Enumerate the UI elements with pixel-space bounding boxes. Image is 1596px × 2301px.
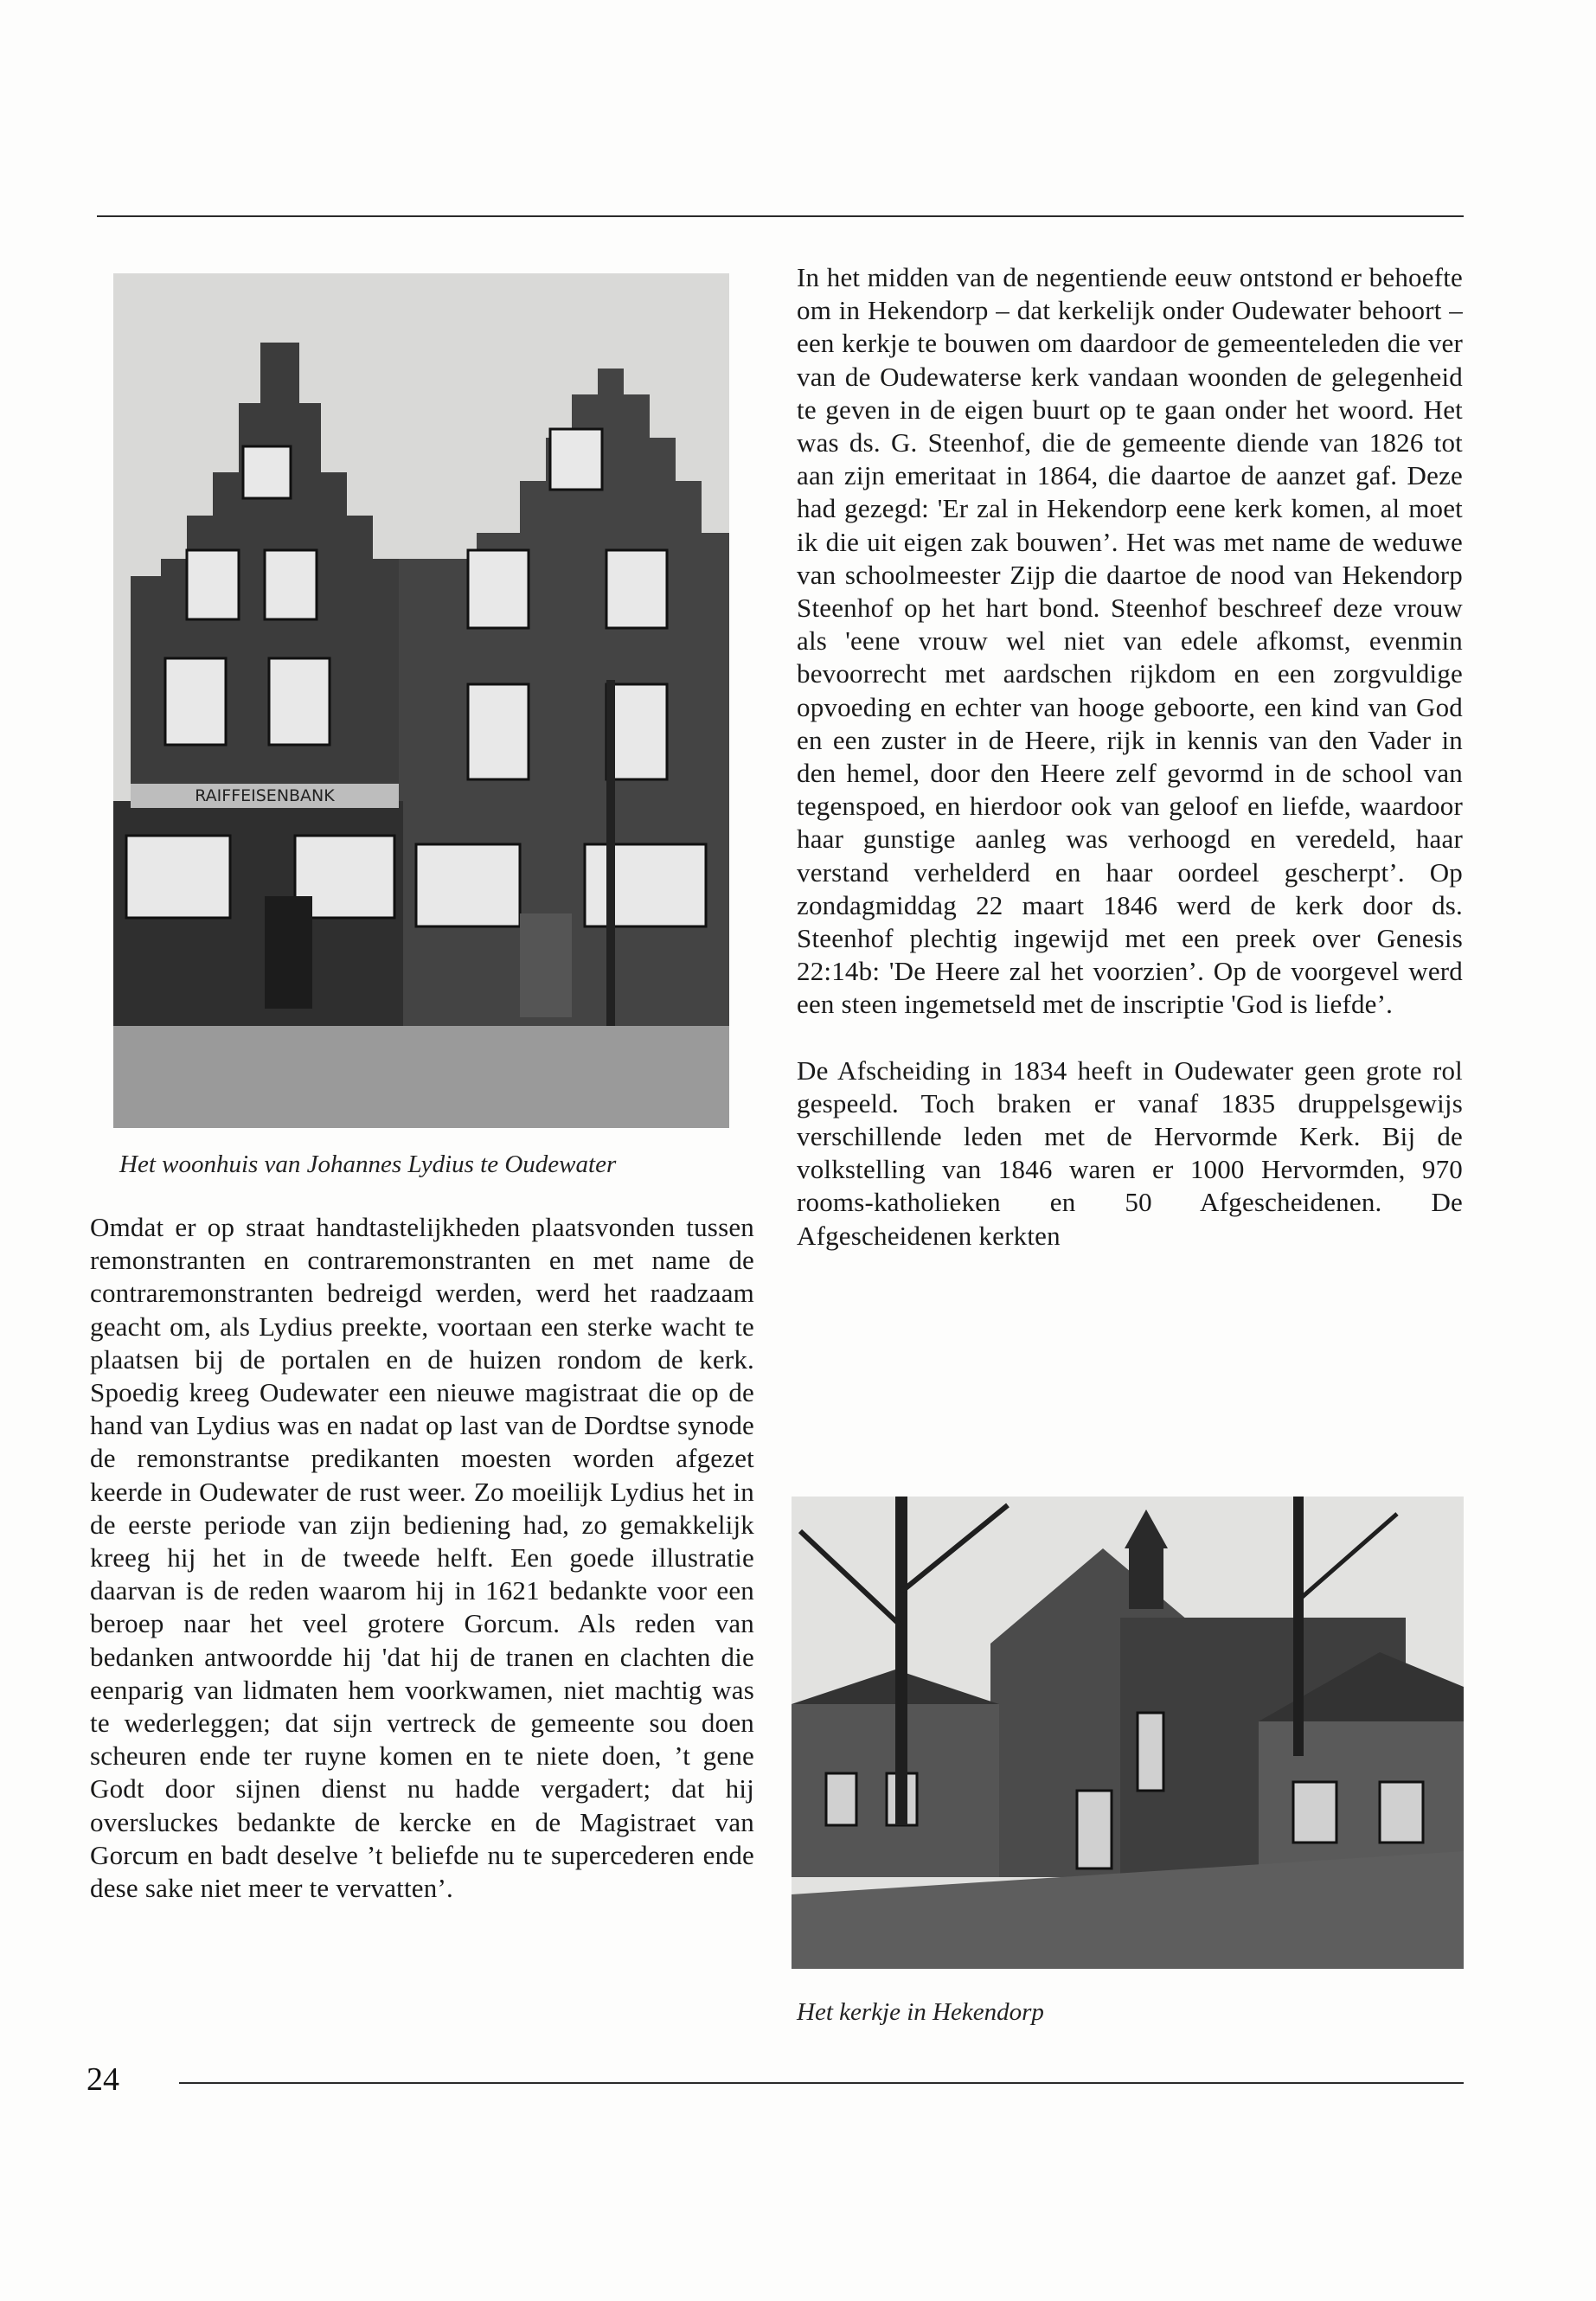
top-rule [97,215,1464,217]
caption-lydius-house: Het woonhuis van Johannes Lydius te Oudewater [119,1150,617,1178]
sign-text: RAIFFEISENBANK [195,786,335,805]
photo-lydius-house [113,273,729,1128]
right-paragraph-1: In het midden van de negentiende eeuw ontstond er behoefte om in Hekendorp – dat kerkelijk onder Oudewater behoort – een kerkje te bouwen om daardoor de gemeenteleden die ver van de Oudewaterse kerk vandaan woonden de gelegenheid te geven in de eigen buurt op te gaan onder het woord. Het was ds. G. Steenhof, die de gemeente diende van 1826 tot aan zijn emeritaat in 1864, die daartoe de aanzet gaf. Deze had gezegd: 'Er zal in Hekendorp eene kerk komen, al moet ik die uit eigen zak bouwen’. Het was met name de weduwe van schoolmeester Zijp die daartoe de nood van Hekendorp Steenhof op het hart bond. Steenhof beschreef deze vrouw als 'eene vrouw wel niet van edele afkomst, evenmin bevoorrecht met aardschen rijkdom en een zorgvuldige opvoeding en echter van hooge geboorte, een kind van God en een zuster in de Heere, rijk in kennis van den Vader in den hemel, door den Heere zelf gevormd in de school van tegenspoed, en hierdoor ook van geloof en liefde, waardoor haar gunstige aanleg was verhoogd en veredeld, haar verstand verhelderd en haar oordeel gescherpt’. Op zondagmiddag 22 maart 1846 werd de kerk door ds. Steenhof plechtig ingewijd met een preek over Genesis 22:14b: 'De Heere zal het voorzien’. Op de voorgevel werd een steen ingemetseld met de inscriptie 'God is liefde’. [797,262,1463,1020]
right-paragraph-2: De Afscheiding in 1834 heeft in Oudewater geen grote rol gespeeld. Toch braken er vanaf 1835 druppelsgewijs verschillende leden met de Hervormde Kerk. Bij de volkstelling van 1846 waren er 1000 Hervormden, 970 rooms-katholieken en 50 Afgescheidenen. De Afgescheidenen kerkten [797,1054,1463,1251]
caption-church-hekendorp: Het kerkje in Hekendorp [797,1998,1044,2026]
left-paragraph: Omdat er op straat handtastelijkheden plaatsvonden tussen remonstranten en contraremonstranten en met name de contraremonstranten bedreigd werden, werd het raadzaam geacht om, als Lydius preekte, voortaan een sterke wacht te plaatsen bij de portalen en de huizen rondom de kerk. Spoedig kreeg Oudewater een nieuwe magistraat die op de hand van Lydius was en nadat op last van de Dordtse synode de remonstrantse predikanten moesten worden afgezet keerde in Oudewater de rust weer. Zo moeilijk Lydius het in de eerste periode van zijn bediening had, zo gemakkelijk kreeg hij het in de tweede helft. Een goede illustratie daarvan is de reden waarom hij in 1621 bedankte voor een beroep naar het veel grotere Gorcum. Als reden van bedanken antwoordde hij 'dat hij de tranen en clachten die eenparig van lidmaten hem voorkwamen, niet machtig was te wederleggen; dat sijn vertreck de gemeente sou doen scheuren ende ter ruyne komen en te niete doen, ’t gene Godt door sijnen dienst nu hadde vergadert; dat hij oversluckes bedankte de kercke en de Magistraet van Gorcum en badt deselve ’t beliefde nu te supercederen ende dese sake niet meer te vervatten’. [90,1212,754,1904]
left-column [90,1211,754,1905]
photo-church-hekendorp [792,1497,1464,1969]
page-number: 24 [87,2061,119,2098]
bottom-rule [179,2082,1464,2084]
right-column [797,261,1463,1253]
